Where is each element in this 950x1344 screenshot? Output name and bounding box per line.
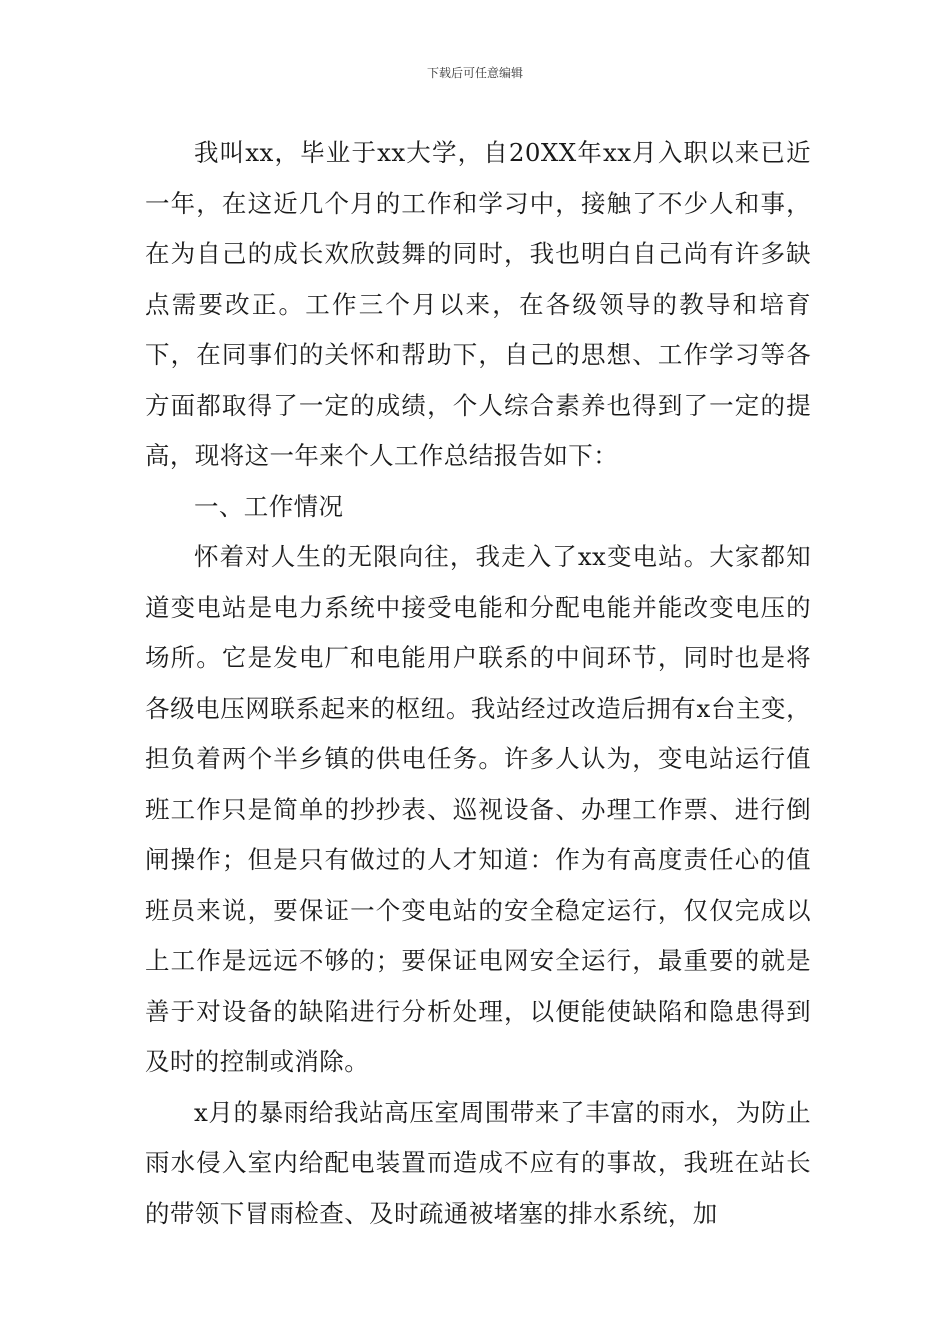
paragraph-introduction: 我叫xx，毕业于xx大学，自20XX年xx月入职以来已近一年，在这近几个月的工作和学习中，接触了不少人和事，在为自己的成长欢欣鼓舞的同时，我也明白自己尚有许多缺点需要改正。工作三个月以来，在各级领导的教导和培育下，在同事们的关怀和帮助下，自己的思想、工作学习等各方面都取得了一定的成绩，个人综合素养也得到了一定的提高，现将这一年来个人工作总结报告如下： <box>145 138 811 470</box>
document-body <box>145 128 811 1239</box>
paragraph-substation-work: 怀着对人生的无限向往，我走入了xx变电站。大家都知道变电站是电力系统中接受电能和分配电能并能改变电压的场所。它是发电厂和电能用户联系的中间环节，同时也是将各级电压网联系起来的枢纽。我站经过改造后拥有x台主变，担负着两个半乡镇的供电任务。许多人认为，变电站运行值班工作只是简单的抄抄表、巡视设备、办理工作票、进行倒闸操作；但是只有做过的人才知道：作为有高度责任心的值班员来说，要保证一个变电站的安全稳定运行，仅仅完成以上工作是远远不够的；要保证电网安全运行，最重要的就是善于对设备的缺陷进行分析处理，以便能使缺陷和隐患得到及时的控制或消除。 <box>145 542 811 1076</box>
page-header-note: 下载后可任意编辑 <box>426 66 523 80</box>
section-heading-work-situation: 一、工作情况 <box>194 491 344 521</box>
paragraph-rainstorm: x月的暴雨给我站高压室周围带来了丰富的雨水，为防止雨水侵入室内给配电装置而造成不应有的事故，我班在站长的带领下冒雨检查、及时疏通被堵塞的排水系统，加 <box>145 1097 811 1228</box>
